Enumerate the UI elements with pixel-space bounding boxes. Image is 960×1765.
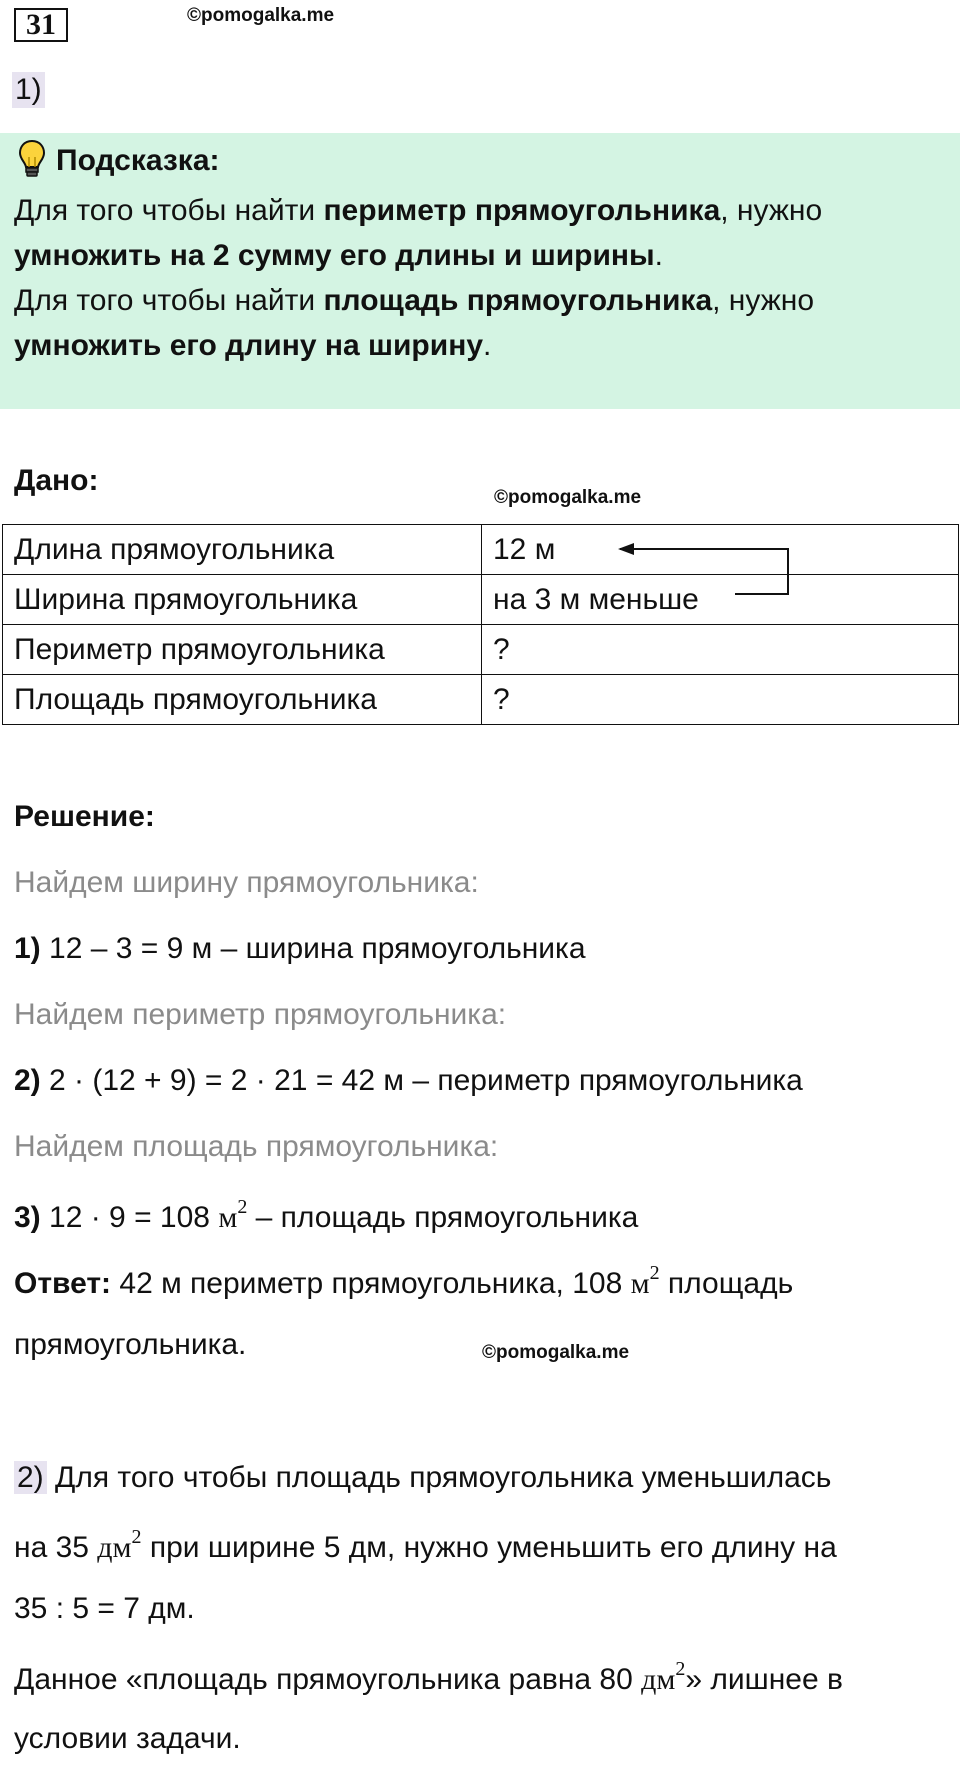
hint-text-segment: . [654,239,663,272]
step-3-hint: Найдем площадь прямоугольника: [14,1130,499,1163]
given-title: Дано: [14,464,99,497]
task-number: 31 [14,8,68,42]
given-table [2,524,959,725]
hint-paragraph-area [14,278,944,368]
solution-title: Решение: [14,800,155,833]
given-value: ? [482,625,959,675]
step-3 [14,1196,638,1235]
step-number: 1) [14,932,41,965]
unit: дм [97,1531,132,1564]
step-text: 2 · (12 + 9) = 2 · 21 = 42 м – периметр прямоугольника [40,1064,803,1097]
step-2 [14,1064,803,1098]
hint-bold-segment: площадь прямоугольника [323,284,713,317]
unit-exponent: 2 [675,1658,686,1680]
watermark: ©pomogalka.me [494,487,642,508]
hint-text-segment: , нужно [712,284,815,317]
answer-label: Ответ: [14,1267,112,1300]
answer-text: 42 м периметр прямоугольника, 108 [111,1267,631,1300]
unit: м [218,1201,238,1234]
unit-exponent: 2 [237,1196,248,1218]
table-row [3,625,959,675]
hint-bold-segment: умножить на 2 сумму его длины и ширины [14,239,655,272]
hint-text-segment: , нужно [720,194,823,227]
part-2-label: 2) [14,1461,47,1494]
hint-title: Подсказка: [56,144,220,177]
answer-line [14,1262,793,1301]
given-label: Площадь прямоугольника [3,675,482,725]
step-text: – площадь прямоугольника [247,1201,639,1234]
step-1 [14,932,586,966]
part-1-label: 1) [12,72,45,108]
watermark: ©pomogalka.me [482,1342,630,1363]
hint-bold-segment: умножить его длину на ширину [14,329,483,362]
step-number: 3) [14,1201,41,1234]
unit-exponent: 2 [131,1526,142,1548]
step-text: 12 · 9 = 108 [40,1201,219,1234]
hint-text [14,188,944,368]
step-1-hint: Найдем ширину прямоугольника: [14,866,479,899]
given-label: Ширина прямоугольника [3,575,482,625]
part-2-text: Данное «площадь прямоугольника равна 80 [14,1663,642,1696]
unit: м [630,1267,650,1300]
hint-text-segment: . [483,329,492,362]
part-2-text: при ширине 5 дм, нужно уменьшить его длину на [141,1531,837,1564]
watermark: ©pomogalka.me [187,5,335,26]
given-value: 12 м [482,525,959,575]
part-2-text: » лишнее в [685,1663,843,1696]
unit: дм [641,1663,676,1696]
part-2-text: Для того чтобы площадь прямоугольника уменьшилась [46,1461,832,1494]
unit-exponent: 2 [649,1262,660,1284]
reference-arrow [600,535,800,605]
part-2-line-2 [14,1526,837,1565]
given-label: Длина прямоугольника [3,525,482,575]
hint-paragraph-perimeter [14,188,944,278]
given-value: на 3 м меньше [482,575,959,625]
table-row [3,675,959,725]
hint-text-segment: Для того чтобы найти [14,194,324,227]
step-number: 2) [14,1064,41,1097]
part-2-text: на 35 [14,1531,98,1564]
lightbulb-icon [18,139,46,184]
part-2-line-3: 35 : 5 = 7 дм. [14,1592,195,1625]
hint-text-segment: Для того чтобы найти [14,284,324,317]
answer-text: площадь [659,1267,794,1300]
step-text: 12 – 3 = 9 м – ширина прямоугольника [40,932,586,965]
table-row [3,575,959,625]
table-row [3,525,959,575]
answer-continuation: прямоугольника. [14,1328,247,1361]
part-2-line-5: условии задачи. [14,1722,241,1755]
part-2-line-1 [14,1460,831,1496]
given-label: Периметр прямоугольника [3,625,482,675]
given-value: ? [482,675,959,725]
hint-header [18,141,220,181]
part-2-line-4 [14,1658,843,1697]
step-2-hint: Найдем периметр прямоугольника: [14,998,507,1031]
hint-bold-segment: периметр прямоугольника [323,194,721,227]
